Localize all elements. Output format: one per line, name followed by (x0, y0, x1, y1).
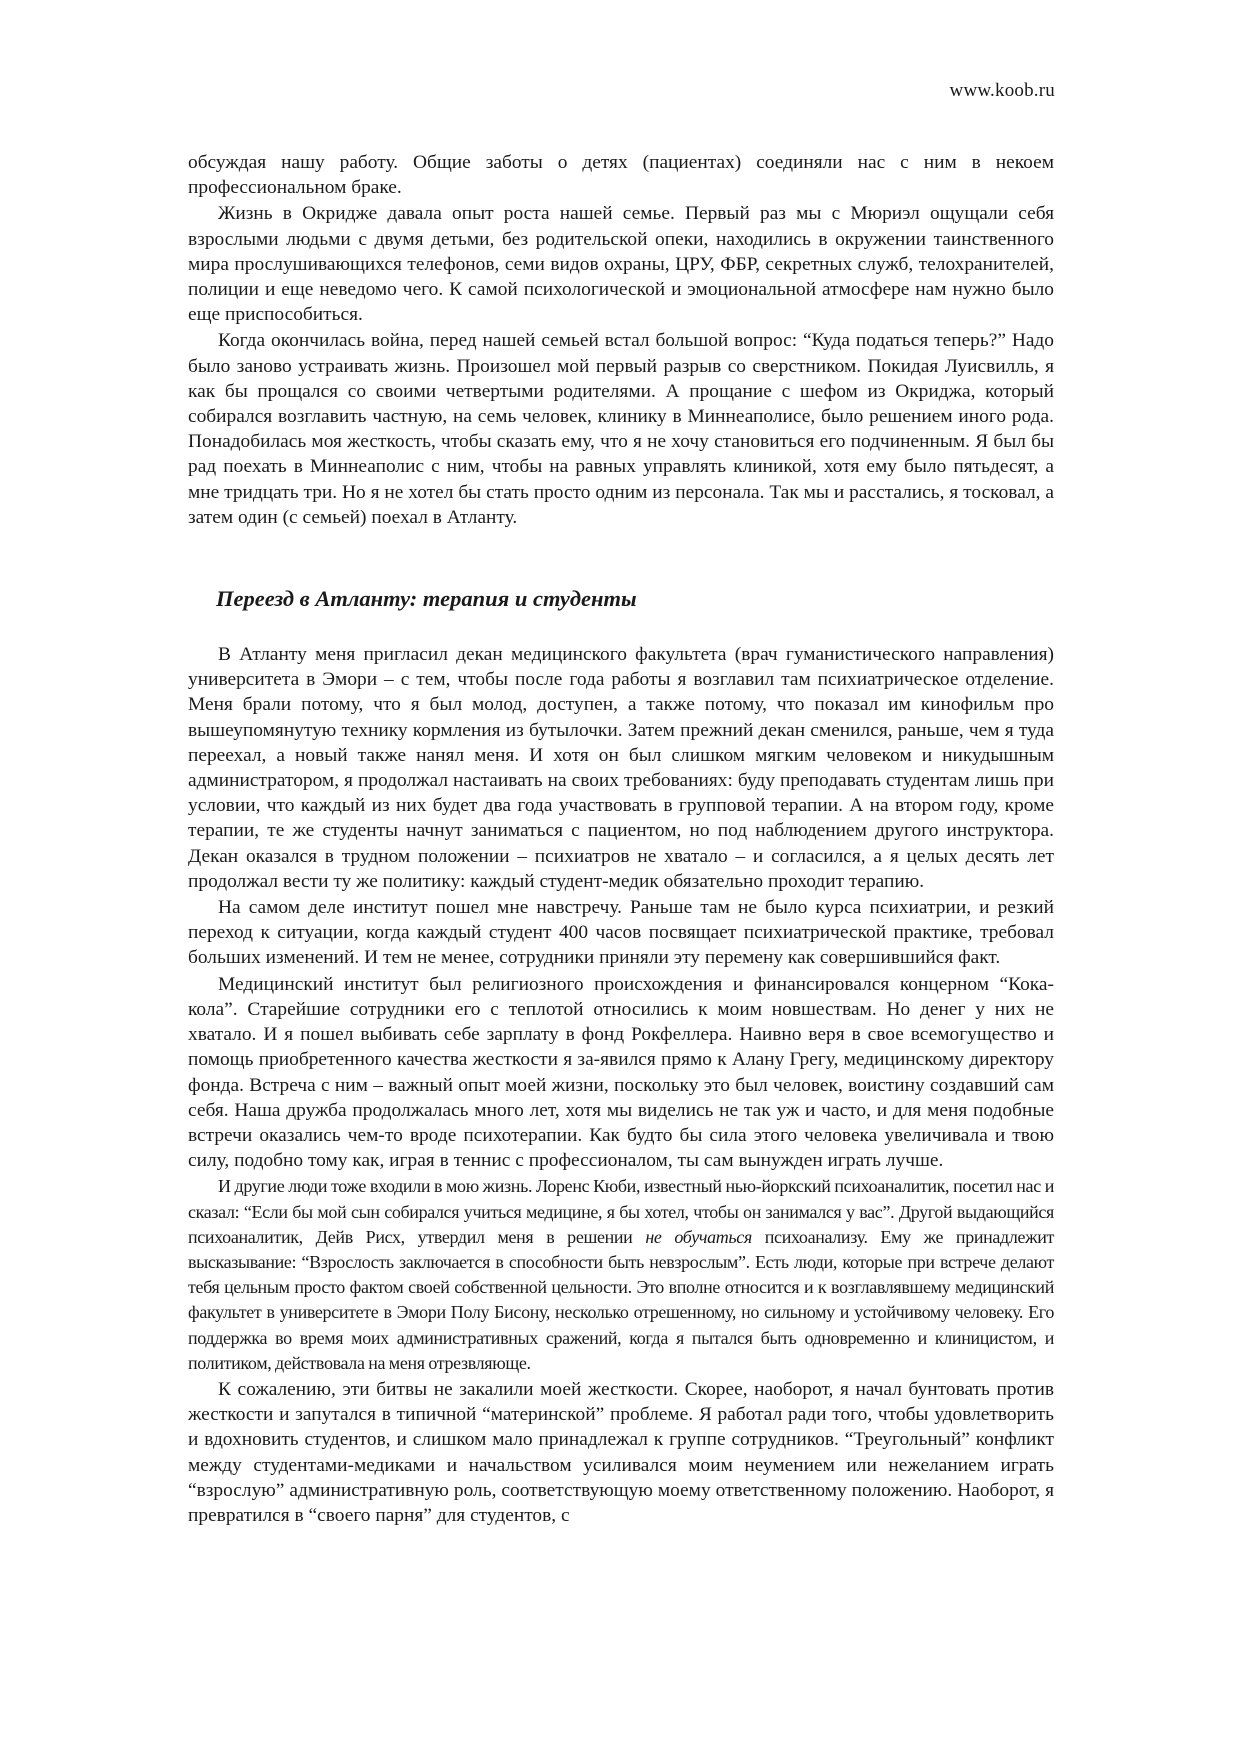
paragraph-text-after-emphasis: психоанализу. Ему же принадлежит высказывание: “Взрослость заключается в способности быть невзрослым”. Есть люди, которые при встрече делают тебя цельным просто фактом своей собственной цельности. Это вполне относится и к возглавлявшему медицинский факультет в университете в Эмори Полу Бисону, несколько отрешенному, но сильному и устойчивому человеку. Его поддержка во время моих административных сражений, когда я пытался быть одновременно и клиницистом, и политиком, действовала на меня отрезвляюще. (188, 1226, 1055, 1373)
paragraph-text-before-emphasis: И другие люди тоже входили в мою жизнь. Лоренс Кюби, известный нью-йоркский психоаналитик, посетил нас и сказал: “Если бы мой сын собирался учиться медицине, я бы хотел, чтобы он занимался у вас”. Другой выдающийся психоаналитик, Дейв Рисх, утвердил меня в решении (188, 1176, 1054, 1247)
site-url-header: www.koob.ru (949, 80, 1055, 101)
paragraph-after-war: Когда окончилась война, перед нашей семьей встал большой вопрос: “Куда податься теперь?” Надо было заново устраивать жизнь. Произошел мой первый разрыв со сверстником. Покидая Луисвилль, я как бы прощался со своими четвертыми родителями. А прощание с шефом из Окриджа, который собирался возглавить частную, на семь человек, клинику в Миннеаполисе, было решением иного рода. Понадобилась моя жесткость, чтобы сказать ему, что я не хочу становиться его подчиненным. Я был бы рад поехать в Миннеаполис с ним, чтобы на равных управлять клиникой, хотя ему было пятьдесят, а мне тридцать три. Но я не хотел бы стать просто одним из персонала. Так мы и расстались, я тосковал, а затем один (с семьей) поехал в Атланту. (188, 330, 1054, 528)
paragraph-rockefeller-fund: Медицинский институт был религиозного происхождения и финансировался концерном “Кока-кола”. Старейшие сотрудники его с теплотой относились к моим новшествам. Но денег у них не хватало. И я пошел выбивать себе зарплату в фонд Рокфеллера. Наивно веря в свое всемогущество и помощь приобретенного качества жесткости я за-явился прямо к Алану Грегу, медицинскому директору фонда. Встреча с ним – важный опыт моей жизни, поскольку это был человек, воистину создавший сам себя. Наша дружба продолжалась много лет, хотя мы виделись не так уж и часто, и для меня подобные встречи оказались чем-то вроде психотерапии. Как будто бы сила этого человека увеличивала и твою силу, подобно тому как, играя в теннис с профессионалом, ты сам вынужден играть лучше. (188, 973, 1054, 1172)
page-body (188, 150, 1054, 1529)
paragraph-atlanta-invitation: В Атланту меня пригласил декан медицинского факультета (врач гуманистического направления) университета в Эмори – с тем, чтобы после года работы я возглавил там психиатрическое отделение. Меня брали потому, что я был молод, доступен, а также потому, что показал им кинофильм про вышеупомянутую технику кормления из бутылочки. Затем прежний декан сменился, раньше, чем я туда переехал, а новый также нанял меня. И хотя он был слишком мягким человеком и никудышным администратором, я продолжал настаивать на своих требованиях: буду преподавать студентам лишь при условии, что каждый из них будет два года участвовать в групповой терапии. А на втором году, кроме терапии, те же студенты начнут заниматься с пациентом, но под наблюдением другого инструктора. Декан оказался в трудном положении – психиатров не хватало – и согласился, а я целых десять лет продолжал вести ту же политику: каждый студент-медик обязательно проходит терапию. (188, 644, 1054, 892)
paragraph-institute-change: На самом деле институт пошел мне навстречу. Раньше там не было курса психиатрии, и резкий переход к ситуации, когда каждый студент 400 часов посвящает психиатрической практике, требовал больших изменений. И тем не менее, сотрудники приняли эту перемену как совершившийся факт. (188, 897, 1054, 969)
paragraph-battles: К сожалению, эти битвы не закалили моей жесткости. Скорее, наоборот, я начал бунтовать против жесткости и запутался в типичной “материнской” проблеме. Я работал ради того, чтобы удовлетворить и вдохновить студентов, и слишком мало принадлежал к группе сотрудников. “Треугольный” конфликт между студентами-медиками и начальством усиливался моим неумением или нежеланием играть “взрослую” административную роль, соответствующую моему ответственному положению. Наоборот, я превратился в “своего парня” для студентов, с (188, 1378, 1054, 1526)
section-heading: Переезд в Атланту: терапия и студенты (216, 586, 637, 612)
emphasized-phrase: не обучаться (645, 1226, 752, 1247)
paragraph-other-people (188, 1174, 1054, 1376)
paragraph-oakridge-life: Жизнь в Окридже давала опыт роста нашей семье. Первый раз мы с Мюриэл ощущали себя взрослыми людьми с двумя детьми, без родительской опеки, находились в окружении таинственного мира прослушивающихся телефонов, семи видов охраны, ЦРУ, ФБР, секретных служб, телохранителей, полиции и еще неведомо чего. К самой психологической и эмоциональной атмосфере нам нужно было еще приспособиться. (188, 203, 1054, 326)
paragraph-continued: обсуждая нашу работу. Общие заботы о детях (пациентах) соединяли нас с ним в некоем профессиональном браке. (188, 152, 1054, 199)
